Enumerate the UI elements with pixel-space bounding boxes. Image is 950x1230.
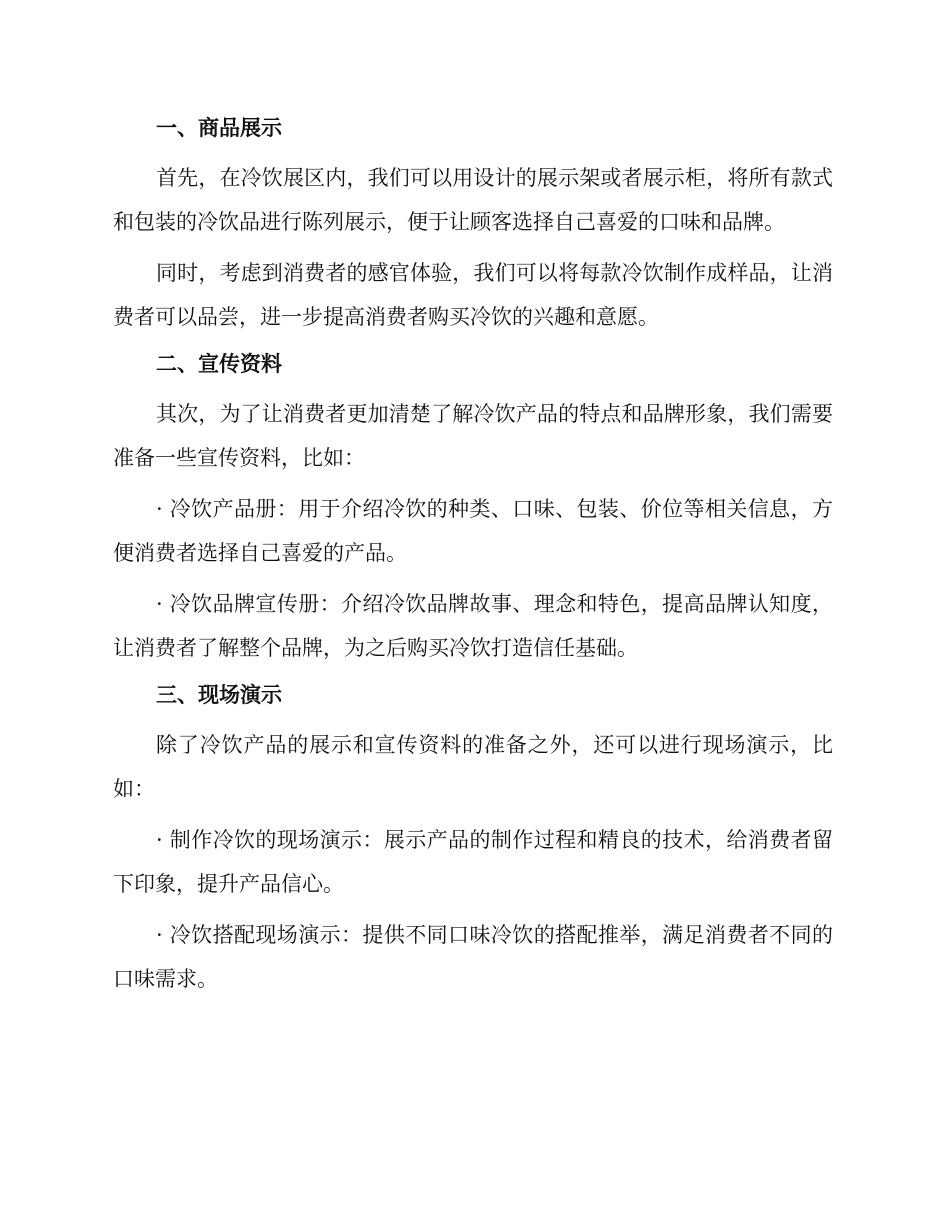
- paragraph: 除了冷饮产品的展示和宣传资料的准备之外，还可以进行现场演示，比如：: [113, 733, 833, 801]
- section-heading: 一、商品展示: [156, 116, 282, 140]
- document-body: [113, 110, 833, 1008]
- section-promo-materials: [113, 346, 833, 670]
- bullet-item: · 制作冷饮的现场演示：展示产品的制作过程和精良的技术，给消费者留下印象，提升产品信心。: [113, 828, 833, 896]
- paragraph: 同时，考虑到消费者的感官体验，我们可以将每款冷饮制作成样品，让消费者可以品尝，进一步提高消费者购买冷饮的兴趣和意愿。: [113, 261, 833, 329]
- paragraph: 首先，在冷饮展区内，我们可以用设计的展示架或者展示柜，将所有款式和包装的冷饮品进行陈列展示，便于让顾客选择自己喜爱的口味和品牌。: [113, 166, 833, 234]
- bullet-item: · 冷饮产品册：用于介绍冷饮的种类、口味、包装、价位等相关信息，方便消费者选择自己喜爱的产品。: [113, 497, 833, 565]
- section-live-demo: [113, 677, 833, 1001]
- section-heading: 二、宣传资料: [156, 352, 282, 376]
- section-heading: 三、现场演示: [156, 683, 282, 707]
- bullet-item: · 冷饮搭配现场演示：提供不同口味冷饮的搭配推举，满足消费者不同的口味需求。: [113, 923, 833, 991]
- bullet-item: · 冷饮品牌宣传册：介绍冷饮品牌故事、理念和特色，提高品牌认知度，让消费者了解整个品牌，为之后购买冷饮打造信任基础。: [113, 592, 833, 660]
- section-product-display: [113, 110, 833, 339]
- paragraph: 其次，为了让消费者更加清楚了解冷饮产品的特点和品牌形象，我们需要准备一些宣传资料，比如：: [113, 402, 833, 470]
